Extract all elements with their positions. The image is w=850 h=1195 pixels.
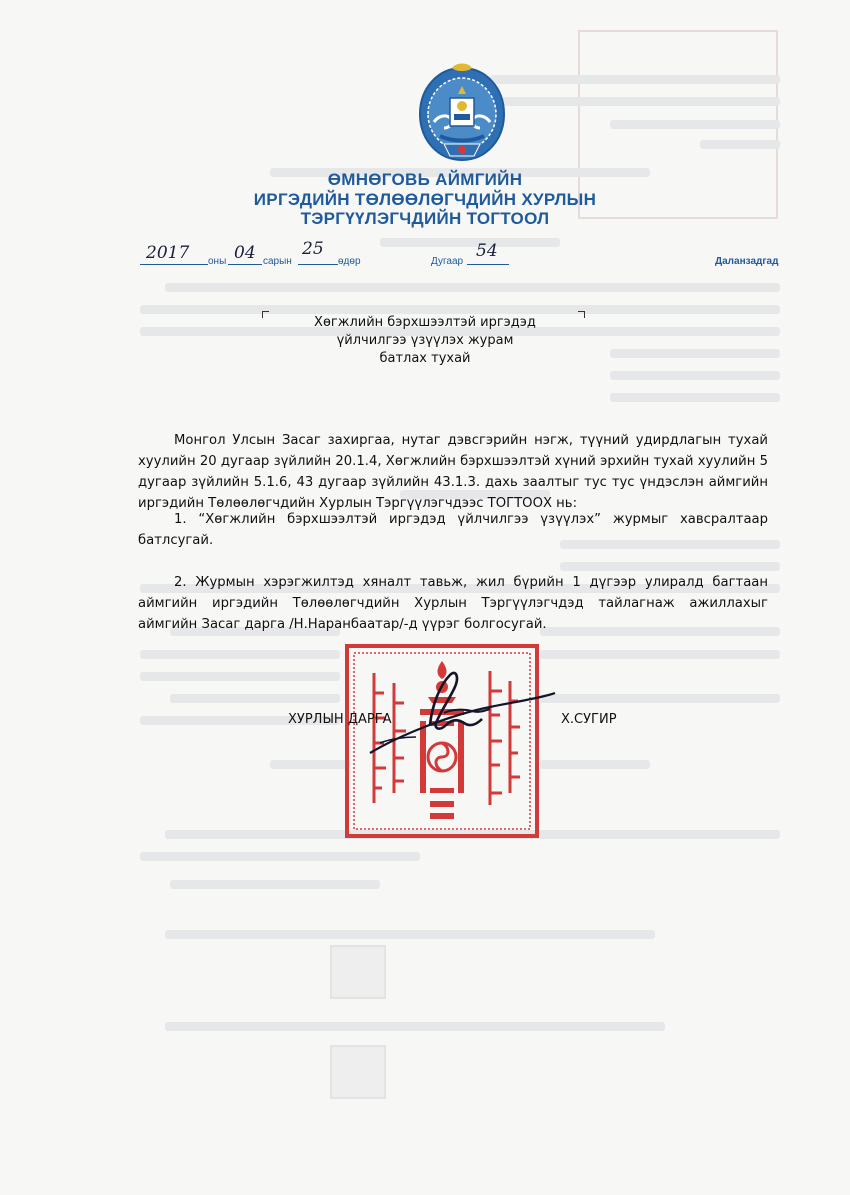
subject-line-2: үйлчилгээ үзүүлэх журам xyxy=(336,333,514,348)
chair-name: Х.СУГИР xyxy=(561,712,617,727)
meta-row xyxy=(0,239,850,275)
chair-title: ХУРЛЫН ДАРГА xyxy=(288,712,392,727)
place-name: Даланзадгад xyxy=(715,256,779,267)
resolution-item-1: 1. “Хөгжлийн бэрхшээлтэй иргэдэд үйлчилгээ үзүүлэх” журмыг хавсралтаар батлсугай. xyxy=(138,512,768,548)
date-day: 25 xyxy=(302,239,324,259)
subject-line-3: батлах тухай xyxy=(379,351,471,366)
date-month-suffix: сарын xyxy=(263,256,292,267)
resolution-item-2: 2. Журмын хэрэгжилтэд хяналт тавьж, жил бүрийн 1 дүгээр улиралд багтаан аймгийн иргэдийн Төлөөлөгчдийн Хурлын Тэргүүлэгчдэд тайлагнаж ажиллахыг аймгийн Засаг дарга /Н.Наранбаатар/-д үүрэг болгосугай. xyxy=(138,575,768,632)
date-year-suffix: оны xyxy=(208,256,227,267)
state-emblem-icon xyxy=(414,62,510,166)
subject-line-1: Хөгжлийн бэрхшээлтэй иргэдэд xyxy=(314,315,536,330)
header-resolution: ТЭРГҮҮЛЭГЧДИЙН ТОГТООЛ xyxy=(300,209,550,228)
preamble-paragraph: Монгол Улсын Засаг захиргаа, нутаг дэвсгэрийн нэгж, түүний удирдлагын тухай хуулийн 20 дугаар зүйлийн 20.1.4, Хөгжлийн бэрхшээлтэй хүний эрхийн тухай хуулийн 5 дугаар зүйлийн 5.1.6, 43 дугаар зүйлийн 43.1.3. дахь заалтыг тус тус үндэслэн аймгийн иргэдийн Төлөөлөгчдийн Хурлын Тэргүүлэгчдээс ТОГТООХ нь: xyxy=(138,433,768,511)
document-number: 54 xyxy=(476,241,498,261)
number-label: Дугаар xyxy=(431,256,464,267)
date-day-suffix: өдөр xyxy=(338,256,361,267)
header-aimag: ӨМНӨГОВЬ АЙМГИЙН xyxy=(327,170,523,189)
date-month: 04 xyxy=(234,243,256,263)
date-year: 2017 xyxy=(146,243,190,263)
header-council: ИРГЭДИЙН ТӨЛӨӨЛӨГЧДИЙН ХУРЛЫН xyxy=(253,190,597,209)
